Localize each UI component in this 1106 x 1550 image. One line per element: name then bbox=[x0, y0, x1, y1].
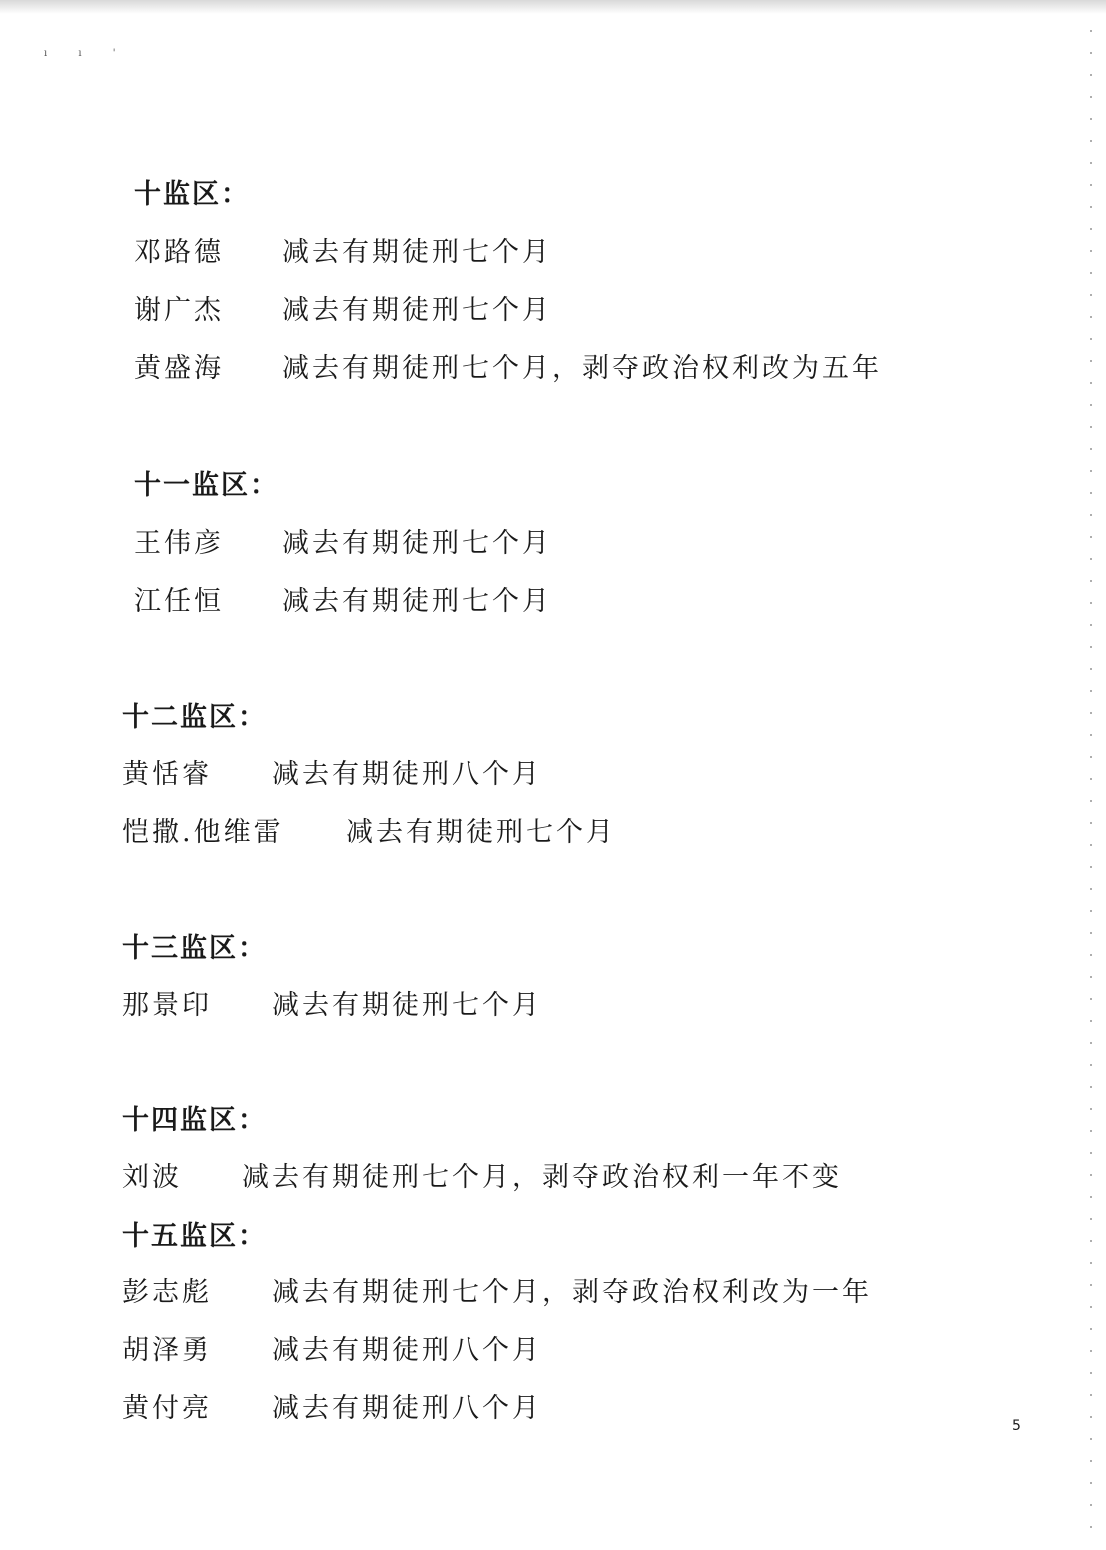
scan-top-shadow bbox=[0, 0, 1106, 14]
sentence-text: 减去有期徒刑八个月 bbox=[272, 759, 542, 790]
inmate-name: 王伟彦 bbox=[134, 528, 224, 559]
list-item bbox=[134, 230, 552, 269]
inmate-name: 江任恒 bbox=[134, 586, 224, 617]
inmate-name: 恺撒.他维雷 bbox=[122, 817, 284, 848]
inmate-name: 胡泽勇 bbox=[122, 1335, 212, 1366]
sentence-text: 减去有期徒刑七个月，剥夺政治权利一年不变 bbox=[242, 1162, 842, 1193]
sentence-text: 减去有期徒刑七个月，剥夺政治权利改为五年 bbox=[282, 353, 882, 384]
section-heading-10: 十监区： bbox=[134, 179, 250, 210]
section-heading-13: 十三监区： bbox=[122, 933, 267, 964]
sentence-text: 减去有期徒刑七个月 bbox=[282, 528, 552, 559]
list-item bbox=[134, 521, 552, 560]
sentence-text: 减去有期徒刑八个月 bbox=[272, 1335, 542, 1366]
list-item bbox=[122, 810, 616, 849]
sentence-text: 减去有期徒刑七个月，剥夺政治权利改为一年 bbox=[272, 1277, 872, 1308]
corner-marks: ı ı ' bbox=[44, 48, 130, 59]
section-heading-15: 十五监区： bbox=[122, 1221, 267, 1252]
sentence-text: 减去有期徒刑七个月 bbox=[272, 990, 542, 1021]
section-heading-12: 十二监区： bbox=[122, 702, 267, 733]
list-item bbox=[122, 983, 542, 1022]
section-heading-14: 十四监区： bbox=[122, 1105, 267, 1136]
inmate-name: 谢广杰 bbox=[134, 295, 224, 326]
list-item bbox=[122, 1328, 542, 1367]
list-item bbox=[122, 1155, 842, 1194]
sentence-text: 减去有期徒刑七个月 bbox=[346, 817, 616, 848]
list-item bbox=[134, 346, 882, 385]
inmate-name: 黄付亮 bbox=[122, 1393, 212, 1424]
list-item bbox=[122, 1386, 542, 1425]
inmate-name: 黄盛海 bbox=[134, 353, 224, 384]
sentence-text: 减去有期徒刑七个月 bbox=[282, 295, 552, 326]
list-item bbox=[122, 1270, 872, 1309]
inmate-name: 黄恬睿 bbox=[122, 759, 212, 790]
sentence-text: 减去有期徒刑七个月 bbox=[282, 237, 552, 268]
list-item bbox=[122, 752, 542, 791]
inmate-name: 那景印 bbox=[122, 990, 212, 1021]
section-heading-11: 十一监区： bbox=[134, 470, 279, 501]
list-item bbox=[134, 579, 552, 618]
page-number: 5 bbox=[1012, 1418, 1021, 1434]
sentence-text: 减去有期徒刑七个月 bbox=[282, 586, 552, 617]
inmate-name: 邓路德 bbox=[134, 237, 224, 268]
inmate-name: 刘波 bbox=[122, 1162, 182, 1193]
list-item bbox=[134, 288, 552, 327]
sentence-text: 减去有期徒刑八个月 bbox=[272, 1393, 542, 1424]
scan-edge-dots bbox=[1090, 20, 1092, 1530]
inmate-name: 彭志彪 bbox=[122, 1277, 212, 1308]
